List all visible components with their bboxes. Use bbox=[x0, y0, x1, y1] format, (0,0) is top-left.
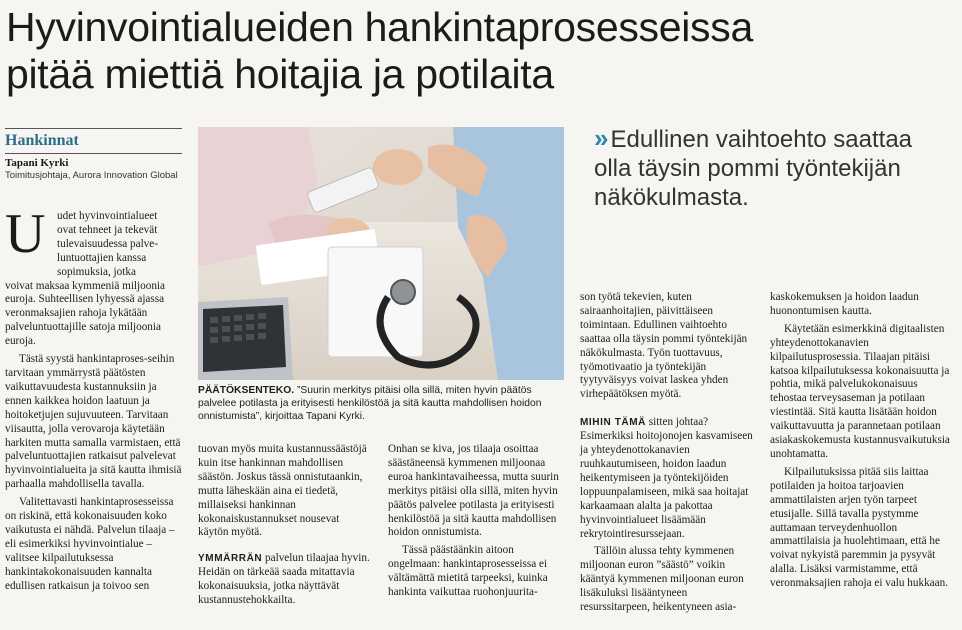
quote-mark-icon: » bbox=[594, 123, 605, 153]
paragraph bbox=[198, 552, 370, 608]
pull-quote-text: Edullinen vaihtoehto saattaa olla täysin pommi työntekijän näkökulmasta. bbox=[594, 126, 913, 211]
paragraph: tuovan myös muita kustannussäästöjä kuin itse hankinnan mahdollisen säästön. Joskus tässä onnistutaankin, mutta läheskään aina ei tiedetä, millaiseksi hankinnan kokonaiskustannukset nousevat käytön myötä. bbox=[198, 443, 367, 539]
author-name: Tapani Kyrki bbox=[5, 157, 69, 169]
paragraph-text: palvelun tilaajaa hyvin. Heidän on tärkeää saada mitattavia kokonaisuuksia, jotka näyttävät kustannustehokkailta. bbox=[198, 552, 370, 607]
paragraph: Tällöin alussa tehty kymmenen miljoonan euron ”säästö” voikin kääntyä kymmenen miljoonan euron lisäkuluksi lisääntyneen resurssitarpeen, heikentyneen asia- bbox=[580, 545, 744, 614]
article-column-5 bbox=[770, 291, 950, 591]
byline-block bbox=[5, 128, 182, 182]
drop-cap: U bbox=[5, 203, 46, 265]
paragraph-text: sitten johtaa? Esimerkiksi hoitojonojen kasvamiseen ja yhteydenottokanavien ruuhkautumiseen, hoidon laadun heikentymiseen ja työntekijöiden loppuunpalamiseen, mikä saa hoitajat karkaamaan alalta ja pakottaa hyvinvointialueet lisäämään rekrytointiresurssejaan. bbox=[580, 416, 753, 540]
photo-illustration bbox=[198, 127, 564, 380]
section-label: Hankinnat bbox=[5, 132, 79, 149]
photo-caption bbox=[198, 384, 564, 423]
article-column-2 bbox=[198, 443, 370, 608]
subhead: YMMÄRRÄN bbox=[198, 553, 263, 565]
paragraph: voivat maksaa kymmeniä miljoonia euroja. Suhteellisen lyhyessä ajassa veronmaksajien rahoja lykätään palveluntuottajille satoja miljoonia euroja. bbox=[5, 279, 166, 348]
intro-line: tulevaisuudessa palve- bbox=[57, 237, 158, 250]
intro-line: sopimuksia, jotka bbox=[57, 265, 136, 278]
subhead: MIHIN TÄMÄ bbox=[580, 417, 646, 429]
paragraph: Kilpailutuksissa pitää siis laittaa potilaiden ja hoitoa tarjoavien ammattilaisten arjen työn tarpeet etusijalle. Sillä tavalla pystymme auttamaan terveydenhuollon ammattilaisia ja huolehtimaan, että he voivat nykyistä paremmin ja pysyvät alalla. Lisäksi varmistamme, että veronmaksajien rahoja ei valu hukkaan. bbox=[770, 465, 949, 590]
intro-line: luntuottajien kanssa bbox=[57, 251, 147, 264]
headline-line-1: Hyvinvointialueiden hankintaprosesseissa bbox=[6, 4, 753, 50]
paragraph: kaskokemuksen ja hoidon laadun huonontumisen kautta. bbox=[770, 291, 919, 317]
paragraph: Tästä syystä hankintaproses-seihin tarvitaan ymmärrystä päätösten vaikuttavuudesta kustannuksiin ja ennen kaikkea hoidon laatuun ja hoitoketjujen sujuvuuteen. Tarvitaan viisautta, jolla verovaroja käytetään harkiten mutta samalla varmistaen, että palveluntuottajien ratkaisut palvelevat hyvinvointialueita ja sitä kautta ihmisiä parhaalla mahdollisella tavalla. bbox=[5, 353, 182, 491]
caption-lead: PÄÄTÖKSENTEKO. bbox=[198, 385, 295, 396]
headline-line-2: pitää miettiä hoitajia ja potilaita bbox=[6, 51, 554, 97]
paragraph: Tässä päästäänkin aitoon ongelmaan: hankintaprosesseissa ei vältämättä mietitä tarpeeksi, kuinka hankinta vaikuttaa ruohonjuurita- bbox=[388, 544, 548, 599]
intro-lines bbox=[57, 210, 183, 280]
section-rule-bottom bbox=[5, 153, 182, 154]
intro-line: udet hyvinvointialueet bbox=[57, 210, 158, 222]
article-column-3 bbox=[388, 443, 564, 600]
article-photo bbox=[198, 127, 564, 380]
pull-quote bbox=[594, 124, 954, 212]
article-column-1 bbox=[5, 203, 183, 593]
caption-text: ”Suurin merkitys pitäisi olla sillä, miten hyvin päätös palvelee potilasta ja erityisesti henkilöstöä ja sitä kautta mahdollisen hoidon onnistumista”, kirjoittaa Tapani Kyrki. bbox=[198, 385, 542, 422]
article-column-4 bbox=[580, 291, 754, 615]
author-role: Toimitusjohtaja, Aurora Innovation Global bbox=[5, 170, 178, 181]
paragraph: Onhan se kiva, jos tilaaja osoittaa säästäneensä kymmenen miljoonaa euroa hankintavaiheessa, mutta suurin merkitys pitäisi olla sillä, miten hyvin päätös palvelee potilasta ja erityisesti henkilöstöä ja sitä kautta mahdollisen hoidon onnistumista. bbox=[388, 443, 559, 539]
article-headline bbox=[6, 4, 956, 98]
paragraph bbox=[580, 416, 754, 541]
paragraph: Käytetään esimerkkinä digitaalisten yhteydenottokanavien kilpailutusprosessia. Tilaajan pitäisi katsoa kilpailutuksessa kokonaisuutta ja pohtia, mikä palvelukokonaisuus tehostaa terveysaseman ja potilaan viestintää. Sitä kautta lisätään hoidon vaikuttavuutta ja parannetaan potilaan asiakaskokemusta kustannusvaikutuksia unohtamatta. bbox=[770, 322, 950, 460]
paragraph: son työtä tekevien, kuten sairaanhoitajien, päivittäiseen toimintaan. Edullinen vaihtoehto saattaa olla täysin pommi työntekijän näkökulmasta. Työn tuottavuus, työmotivaatio ja työntekijän tyytyväisyys voivat laskea yhden virhepäätöksen myötä. bbox=[580, 291, 748, 401]
intro-line: ovat tehneet ja tekevät bbox=[57, 223, 158, 236]
paragraph: Valitettavasti hankintaprosesseissa on riskinä, että kokonaisuuden koko vaikutusta ei nähdä. Palvelun tilaaja – eli esimerkiksi hyvinvointialue – valitsee kilpailutuksessa hankintakokonaisuuden kannalta edullisen ratkaisun ja toivoo sen bbox=[5, 496, 175, 592]
